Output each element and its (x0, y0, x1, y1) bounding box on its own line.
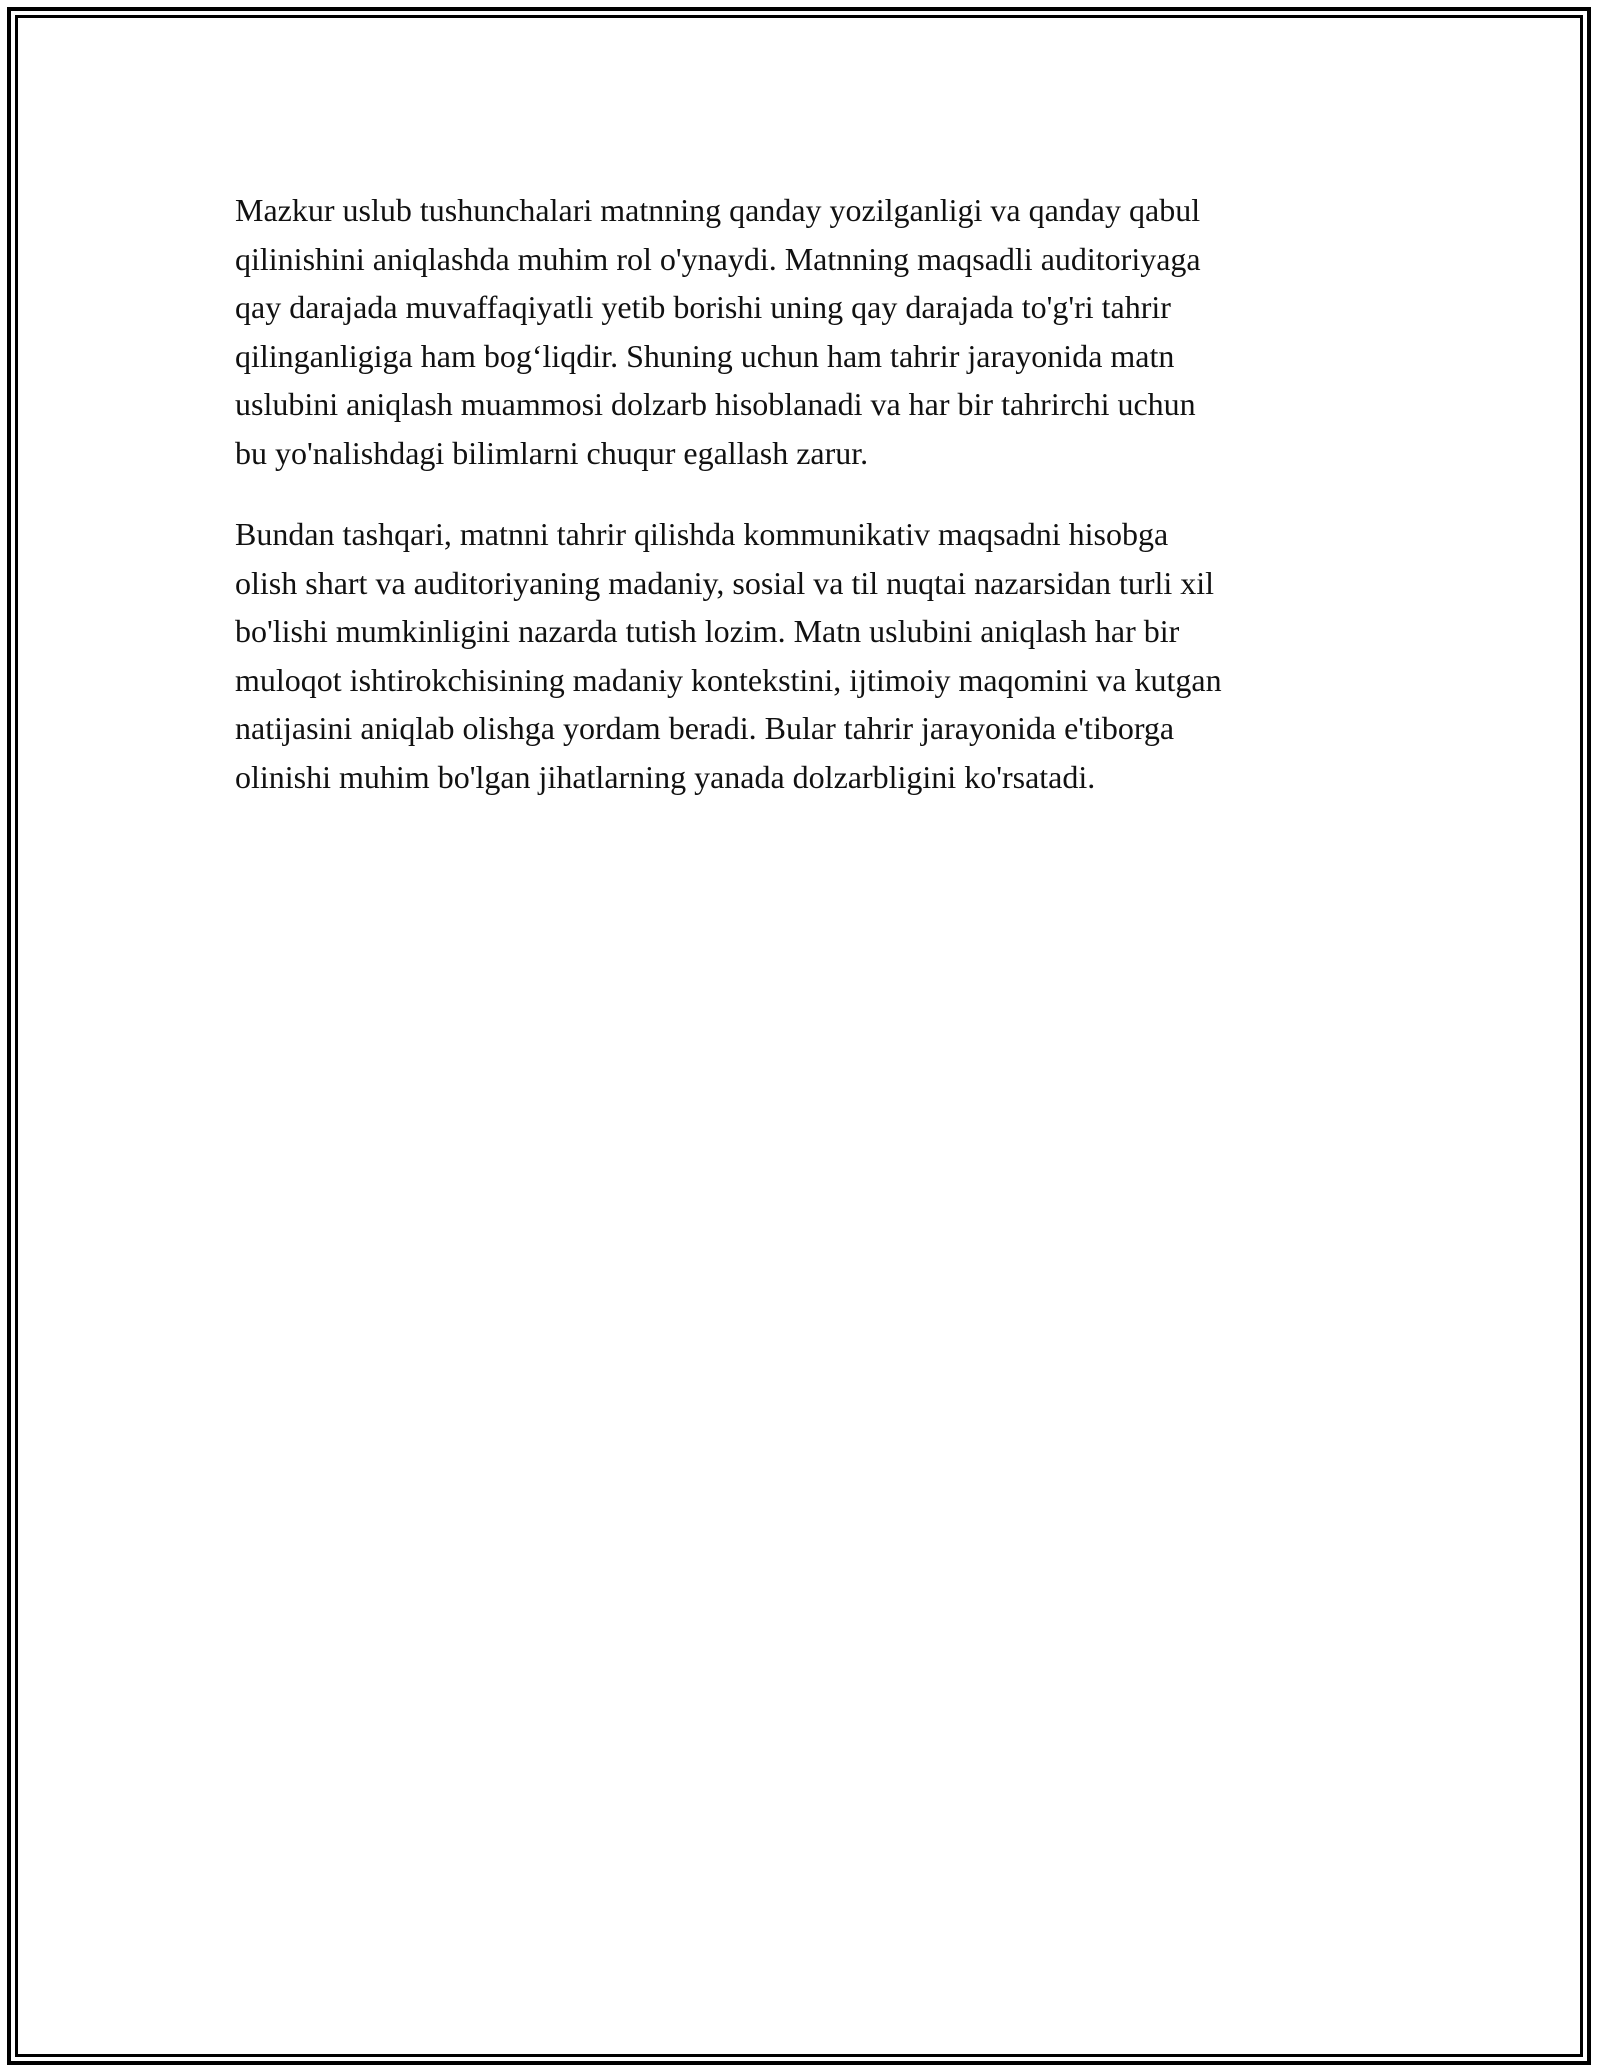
paragraph-2 (235, 510, 1385, 801)
paragraph-line: muloqot ishtirokchisining madaniy kontekstini, ijtimoiy maqomini va kutgan (235, 661, 1222, 698)
paragraph-line: uslubini aniqlash muammosi dolzarb hisoblanadi va har bir tahrirchi uchun (235, 386, 1196, 422)
paragraph-line: bu yo'nalishdagi bilimlarni chuqur egallash zarur. (235, 434, 869, 471)
paragraph-line: qilinganligiga ham bog‘liqdir. Shuning uchun ham tahrir jarayonida matn (235, 337, 1175, 374)
paragraph-1 (235, 186, 1385, 477)
paragraph-line: bo'lishi mumkinligini nazarda tutish lozim. Matn uslubini aniqlash har bir (235, 613, 1180, 649)
paragraph-line: Mazkur uslub tushunchalari matnning qanday yozilganligi va qanday qabul (235, 192, 1201, 228)
paragraph-line: olinishi muhim bo'lgan jihatlarning yanada dolzarbligini ko'rsatadi. (235, 758, 1096, 795)
paragraph-line: qilinishini aniqlashda muhim rol o'ynaydi. Matnning maqsadli auditoriyaga (235, 240, 1201, 277)
paragraph-line: olish shart va auditoriyaning madaniy, sosial va til nuqtai nazarsidan turli xil (235, 564, 1215, 601)
paragraph-line: Bundan tashqari, matnni tahrir qilishda kommunikativ maqsadni hisobga (235, 516, 1169, 552)
paragraph-line: natijasini aniqlab olishga yordam beradi. Bular tahrir jarayonida e'tiborga (235, 710, 1175, 746)
document-body (235, 186, 1385, 801)
paragraph-line: qay darajada muvaffaqiyatli yetib borishi uning qay darajada to'g'ri tahrir (235, 289, 1171, 325)
